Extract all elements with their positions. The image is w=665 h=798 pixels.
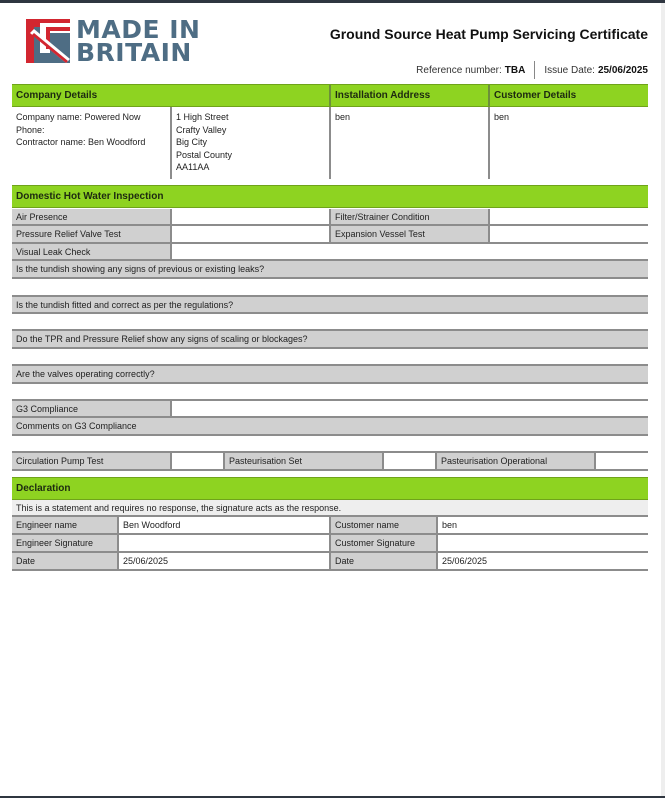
reference-value: TBA bbox=[504, 64, 526, 76]
company-phone: Phone: bbox=[16, 124, 45, 135]
pump-pasteurisation-row bbox=[12, 453, 648, 471]
tpr-scaling-question-row bbox=[12, 331, 648, 349]
engineer-signature-field[interactable] bbox=[119, 535, 331, 553]
declaration-statement-row bbox=[12, 500, 648, 517]
tpr-scaling-question: Do the TPR and Pressure Relief show any signs of scaling or blockages? bbox=[12, 331, 648, 349]
reference-label: Reference number: bbox=[416, 64, 502, 76]
valves-answer-row bbox=[12, 384, 648, 401]
customer-date-label: Date bbox=[331, 553, 438, 571]
g3-compliance-label: G3 Compliance bbox=[12, 401, 172, 418]
tundish-leaks-question: Is the tundish showing any signs of previous or existing leaks? bbox=[12, 261, 648, 279]
filter-strainer-label: Filter/Strainer Condition bbox=[331, 209, 490, 226]
engineer-date-value[interactable]: 25/06/2025 bbox=[119, 553, 331, 571]
details-block bbox=[12, 107, 648, 179]
g3-comments-question-row bbox=[12, 418, 648, 436]
air-presence-row bbox=[12, 209, 648, 226]
tundish-leaks-answer[interactable] bbox=[12, 279, 648, 297]
circulation-pump-field[interactable] bbox=[172, 453, 225, 471]
issue-date-value: 25/06/2025 bbox=[597, 64, 648, 76]
certificate-meta bbox=[416, 61, 648, 79]
valves-question: Are the valves operating correctly? bbox=[12, 366, 648, 384]
visual-leak-label: Visual Leak Check bbox=[12, 244, 172, 261]
customer-date-value[interactable]: 25/06/2025 bbox=[438, 553, 648, 571]
pasteurisation-operational-label: Pasteurisation Operational bbox=[437, 453, 596, 471]
visual-leak-field[interactable] bbox=[172, 244, 648, 261]
valves-answer[interactable] bbox=[12, 384, 648, 401]
signatures-row bbox=[12, 535, 648, 553]
customer-details-heading: Customer Details bbox=[494, 90, 577, 101]
expansion-vessel-label: Expansion Vessel Test bbox=[331, 226, 490, 244]
dhw-inspection-header bbox=[12, 185, 648, 208]
issue-date-label: Issue Date: bbox=[544, 64, 595, 76]
made-in-britain-logo bbox=[26, 15, 202, 67]
certificate-title: Ground Source Heat Pump Servicing Certificate bbox=[329, 26, 648, 42]
valves-question-row bbox=[12, 366, 648, 384]
company-info bbox=[12, 107, 172, 179]
top-border bbox=[0, 0, 665, 3]
installation-address-heading: Installation Address bbox=[331, 85, 490, 106]
engineer-name-value[interactable]: Ben Woodford bbox=[119, 517, 331, 535]
tpr-scaling-answer-row bbox=[12, 349, 648, 366]
address-line: 1 High Street bbox=[176, 112, 229, 122]
tundish-fitted-question-row bbox=[12, 297, 648, 314]
address-line: AA11AA bbox=[176, 162, 210, 172]
pressure-relief-field[interactable] bbox=[172, 226, 331, 244]
address-line: Big City bbox=[176, 137, 208, 147]
tundish-leaks-answer-row bbox=[12, 279, 648, 297]
tpr-scaling-answer[interactable] bbox=[12, 349, 648, 366]
customer-name-value[interactable]: ben bbox=[438, 517, 648, 535]
contractor-name: Contractor name: Ben Woodford bbox=[16, 137, 146, 147]
address-line: Postal County bbox=[176, 149, 233, 160]
g3-comments-label: Comments on G3 Compliance bbox=[12, 418, 648, 436]
g3-comments-answer-row bbox=[12, 436, 648, 453]
declaration-statement: This is a statement and requires no response, the signature acts as the response. bbox=[12, 500, 648, 517]
pasteurisation-operational-field[interactable] bbox=[596, 453, 648, 471]
pressure-relief-label: Pressure Relief Valve Test bbox=[12, 226, 172, 244]
air-presence-field[interactable] bbox=[172, 209, 331, 226]
expansion-vessel-field[interactable] bbox=[490, 226, 648, 244]
g3-comments-field[interactable] bbox=[12, 436, 648, 453]
tundish-fitted-answer[interactable] bbox=[12, 314, 648, 331]
engineer-name-label: Engineer name bbox=[12, 517, 119, 535]
page-edge bbox=[661, 3, 665, 796]
details-header bbox=[12, 84, 648, 107]
names-row bbox=[12, 517, 648, 535]
tundish-fitted-answer-row bbox=[12, 314, 648, 331]
declaration-heading: Declaration bbox=[16, 483, 71, 494]
pressure-relief-row bbox=[12, 226, 648, 244]
circulation-pump-label: Circulation Pump Test bbox=[12, 453, 172, 471]
customer-signature-label: Customer Signature bbox=[331, 535, 438, 553]
customer-name-label: Customer name bbox=[331, 517, 438, 535]
g3-compliance-row bbox=[12, 401, 648, 418]
installation-address-value: ben bbox=[331, 107, 490, 179]
declaration-header bbox=[12, 477, 648, 500]
company-details-heading: Company Details bbox=[12, 85, 331, 106]
dates-row bbox=[12, 553, 648, 571]
tundish-fitted-question: Is the tundish fitted and correct as per the regulations? bbox=[12, 297, 648, 314]
pasteurisation-set-field[interactable] bbox=[384, 453, 437, 471]
address-line: Crafty Valley bbox=[176, 124, 227, 135]
meta-divider bbox=[534, 61, 535, 79]
union-flag-icon bbox=[26, 19, 70, 63]
tundish-leaks-question-row bbox=[12, 261, 648, 279]
air-presence-label: Air Presence bbox=[12, 209, 172, 226]
pasteurisation-set-label: Pasteurisation Set bbox=[225, 453, 384, 471]
customer-signature-field[interactable] bbox=[438, 535, 648, 553]
filter-strainer-field[interactable] bbox=[490, 209, 648, 226]
engineer-date-label: Date bbox=[12, 553, 119, 571]
logo-text-line1: MADE IN bbox=[76, 15, 201, 44]
company-address bbox=[172, 107, 331, 179]
visual-leak-row bbox=[12, 244, 648, 261]
customer-details-value: ben bbox=[494, 112, 510, 122]
logo-text-line2: BRITAIN bbox=[76, 38, 192, 67]
g3-compliance-field[interactable] bbox=[172, 401, 648, 418]
dhw-inspection-heading: Domestic Hot Water Inspection bbox=[16, 191, 164, 202]
engineer-signature-label: Engineer Signature bbox=[12, 535, 119, 553]
company-name: Company name: Powered Now bbox=[16, 112, 141, 122]
